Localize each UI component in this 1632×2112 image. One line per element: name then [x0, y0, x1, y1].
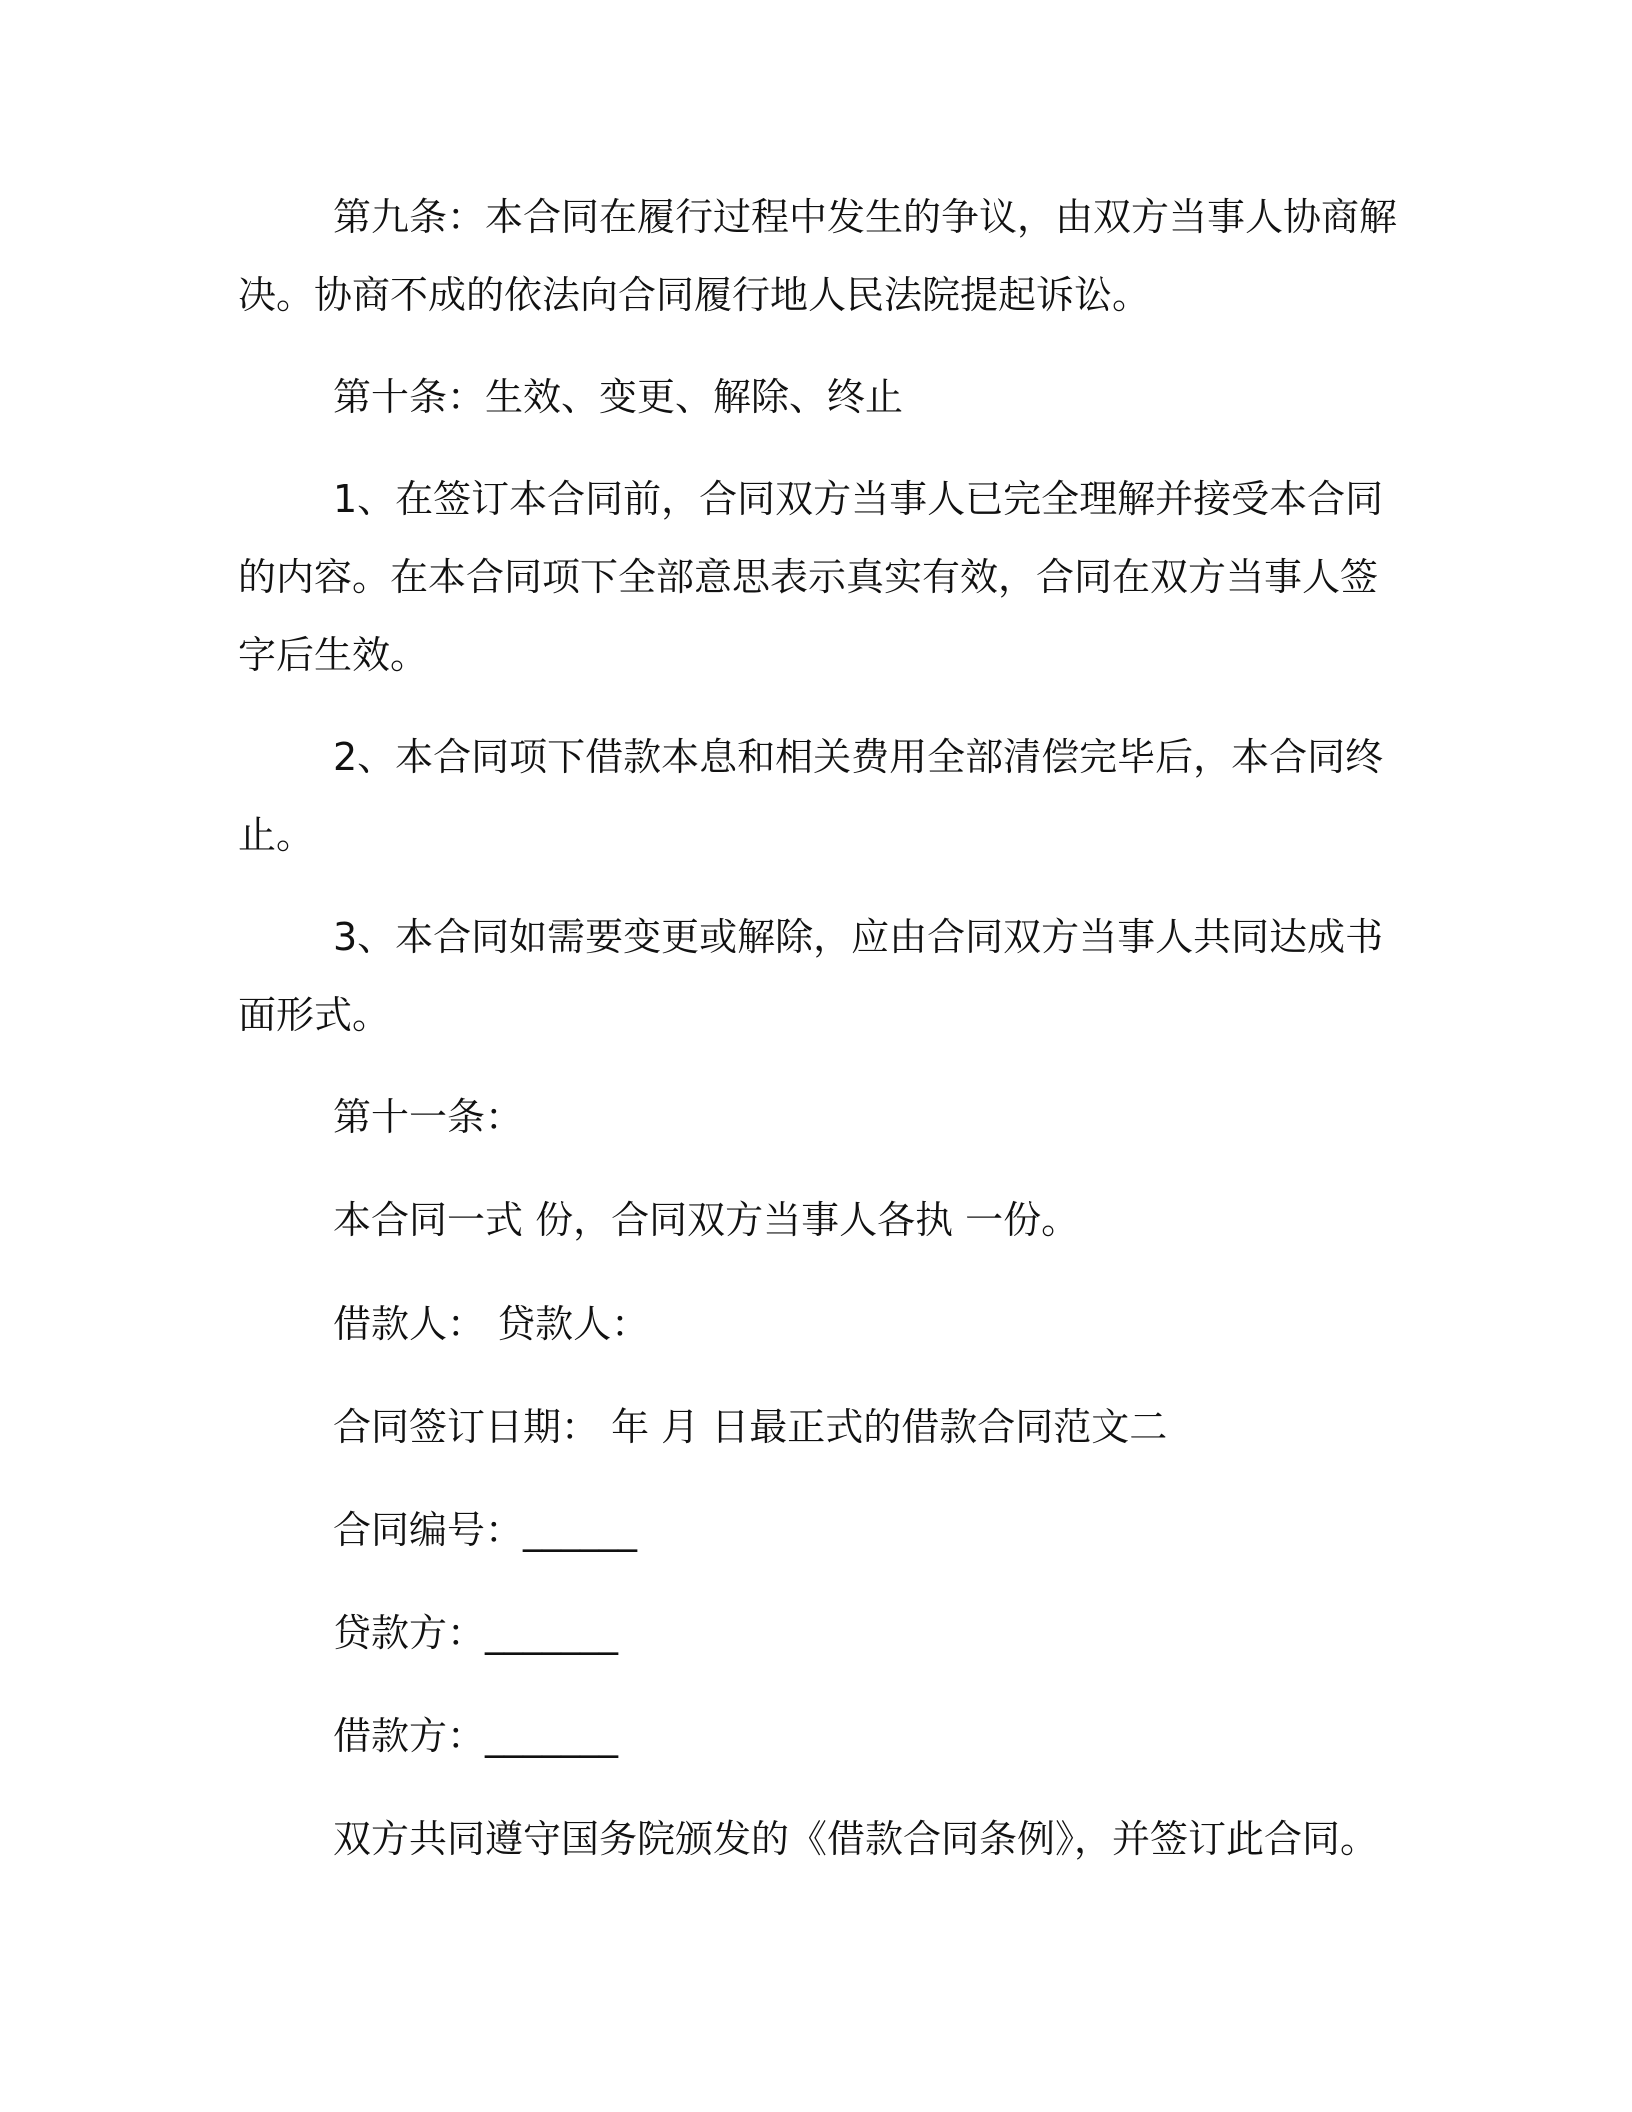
- article9-line2: 决。协商不成的依法向合同履行地人民法院提起诉讼。: [238, 273, 1151, 317]
- lender-line: 贷款方：_______: [333, 1611, 619, 1655]
- article11-signatories: 借款人： 贷款人：: [333, 1302, 650, 1346]
- article11-date-line: 合同签订日期： 年 月 日最正式的借款合同范文二: [333, 1405, 1168, 1449]
- article10-item3-line1: 3、本合同如需要变更或解除，应由合同双方当事人共同达成书: [333, 915, 1384, 959]
- article9-line1: 第九条：本合同在履行过程中发生的争议，由双方当事人协商解: [333, 195, 1398, 239]
- article11-heading: 第十一条：: [333, 1095, 524, 1139]
- article11-copies: 本合同一式 份，合同双方当事人各执 一份。: [333, 1198, 1080, 1242]
- borrower-line: 借款方：_______: [333, 1714, 619, 1758]
- article10-item1-line1: 1、在签订本合同前，合同双方当事人已完全理解并接受本合同: [333, 477, 1384, 521]
- article10-item1-line2: 的内容。在本合同项下全部意思表示真实有效，合同在双方当事人签: [238, 555, 1379, 599]
- contract-number: 合同编号：______: [333, 1508, 638, 1552]
- article10-item3-line2: 面形式。: [238, 993, 391, 1037]
- article10-heading: 第十条：生效、变更、解除、终止: [333, 375, 904, 419]
- article10-item1-line3: 字后生效。: [238, 633, 429, 677]
- regulation-statement: 双方共同遵守国务院颁发的《借款合同条例》，并签订此合同。: [333, 1817, 1379, 1861]
- article10-item2-line1: 2、本合同项下借款本息和相关费用全部清偿完毕后，本合同终: [333, 735, 1384, 779]
- article10-item2-line2: 止。: [238, 813, 315, 857]
